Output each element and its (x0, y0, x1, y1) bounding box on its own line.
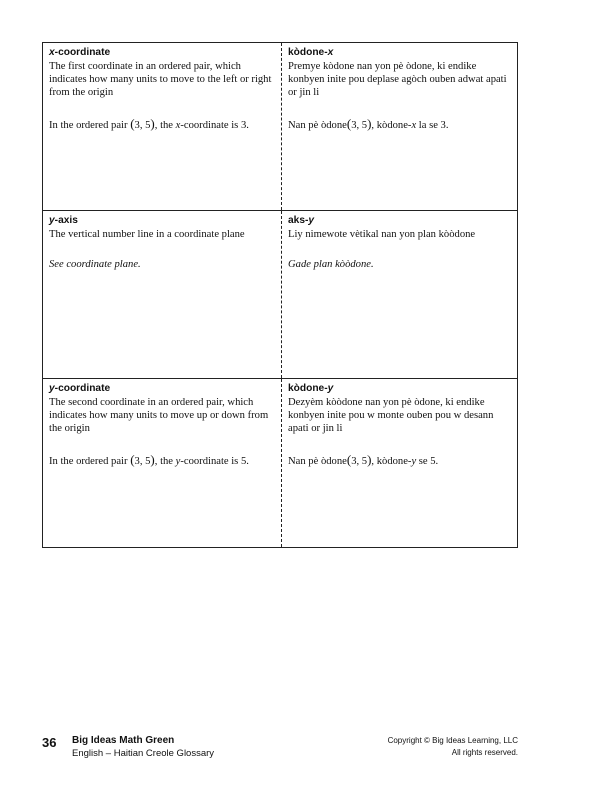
creole-term: kòdone-x (288, 47, 334, 58)
creole-term: kòdone-y (288, 383, 334, 394)
glossary-row-y-axis (43, 211, 517, 379)
creole-cell (282, 211, 519, 378)
english-example: In the ordered pair (3, 5), the y-coordinate is 5. (49, 452, 249, 467)
creole-cell (282, 379, 519, 547)
english-cell (43, 43, 281, 210)
english-cell (43, 379, 281, 547)
english-term: x-coordinate (49, 47, 111, 58)
glossary-title: English – Haitian Creole Glossary (72, 748, 215, 759)
english-term: y-axis (49, 215, 78, 226)
copyright-notice: Copyright © Big Ideas Learning, LLC (387, 736, 518, 745)
creole-term: aks-y (288, 215, 315, 226)
english-definition: The vertical number line in a coordinate plane (49, 229, 245, 240)
english-definition: The second coordinate in an ordered pair, which indicates how many units to move up or down from the origin (49, 397, 269, 434)
creole-definition: Liy nimewote vètikal nan yon plan kòòdone (288, 229, 476, 240)
english-cross-reference: See coordinate plane. (49, 259, 141, 270)
english-definition: The first coordinate in an ordered pair, which indicates how many units to move to the left or right from the origin (49, 61, 272, 98)
creole-example: Nan pè òdone(3, 5), kòdone-x la se 3. (288, 116, 449, 131)
page-footer (0, 732, 612, 772)
creole-cross-reference: Gade plan kòòdone. (288, 259, 374, 270)
page-number: 36 (42, 735, 57, 750)
creole-definition: Dezyèm kòòdone nan yon pè òdone, ki endike konbyen inite pou w monte ouben pou w desann apati or jin li (288, 397, 494, 434)
english-term: y-coordinate (49, 383, 111, 394)
glossary-row-x-coordinate (43, 43, 517, 211)
creole-cell (282, 43, 519, 210)
english-cell (43, 211, 281, 378)
glossary-row-y-coordinate (43, 379, 517, 547)
creole-example: Nan pè òdone(3, 5), kòdone-y se 5. (288, 452, 439, 467)
rights-notice: All rights reserved. (451, 748, 518, 757)
english-example: In the ordered pair (3, 5), the x-coordinate is 3. (49, 116, 249, 131)
glossary-table (42, 42, 518, 548)
book-title: Big Ideas Math Green (72, 735, 175, 746)
creole-definition: Premye kòdone nan yon pè òdone, ki endike konbyen inite pou deplase agòch ouben adwat apati or jin li (288, 61, 507, 98)
